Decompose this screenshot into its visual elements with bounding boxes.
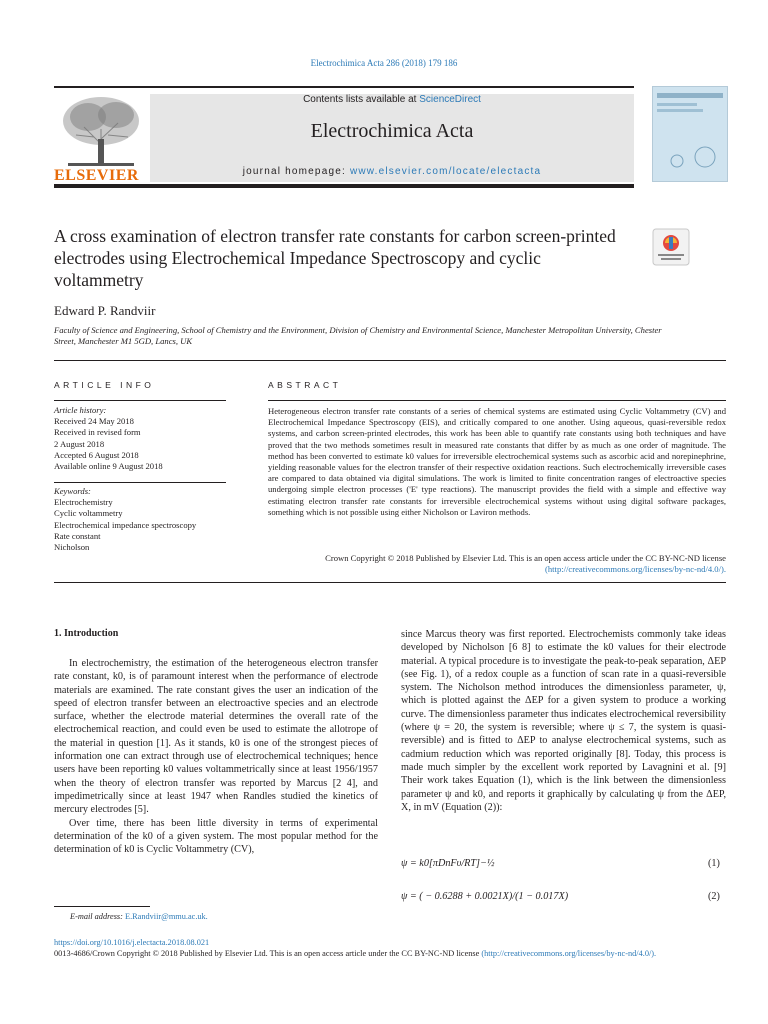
footnote-divider: [54, 906, 150, 907]
article-info-heading: ARTICLE INFO: [54, 380, 155, 390]
paragraph: since Marcus theory was first reported. Electrochemists commonly take ideas developed by Nicholson [6 8] to estimate the k0 values for their electrode material. A typical procedure is to investigate the peak-to-peak separation, ΔEP (see Fig. 1), of a redox couple as a function of scan rate in a quasi-reversible system. The Nicholson method introduces the dimensionless parameter, ψ, which is plotted against the ΔEP for a given system to produce a working curve. The dimensionless parameter thus indicates electrochemical reversibility (where ψ = 20, the system is reversible; where ψ ≤ 7, the system is quasi-reversible) and is fitted to ΔEP to analyse electrochemical systems, such as cadmium reduction which was reported originally [8]. Today, this process is made much simpler by the excellent work reported by Lavagnini et al. [9] Their work takes Equation (1), which is the link between the dimensionless parameter ψ and k0, and reports it graphically by calculating ψ from the ΔEP, X, in mV (Equation (2)):: [401, 629, 726, 813]
keyword: Electrochemistry: [54, 497, 113, 508]
crossmark-icon: [652, 228, 690, 266]
elsevier-wordmark: ELSEVIER: [54, 167, 139, 184]
footnote-email: [70, 912, 208, 921]
equation-1: ψ = k0[πDnFυ/RT]−½: [401, 858, 495, 869]
keywords-label: Keywords:: [54, 486, 91, 496]
issn-license-link[interactable]: (http://creativecommons.org/licenses/by-nc-nd/4.0/).: [481, 949, 657, 958]
sciencedirect-link[interactable]: ScienceDirect: [419, 94, 481, 105]
equation-1-number: (1): [708, 858, 720, 869]
keyword: Cyclic voltammetry: [54, 508, 123, 519]
abstract-copyright: [268, 553, 726, 575]
email-link[interactable]: E.Randviir@mmu.ac.uk.: [125, 912, 208, 921]
contents-line: [150, 94, 634, 105]
check-for-updates-badge[interactable]: [652, 228, 690, 266]
journal-cover-image: [652, 86, 728, 182]
abstract-text: Heterogeneous electron transfer rate constants of a series of chemical systems are estimated using Cyclic Voltammetry (CV) and Electrochemical Impedance Spectroscopy (EIS), and critically compared to one another. Using aqueous, quasi-reversible redox systems, and carbon screen-printed electrodes, this work has been able to quantify rate constants using both techniques and have proved that the two methods sometimes result in measured rate constants that differ by as much as one order of magnitude. The method has been converted to estimate k0 values for irreversible electrochemical systems such as ascorbic acid and norepinephrine, yielding reasonable values for the electron transfer of their respective oxidation reactions. Such electrochemically irreversible cases are compared to data obtained via digital simulations. The work is limited to finite concentration ranges of electroactive species undergoing simple electron processes ('E' type reactions). The manuscript provides the field with a simple and effective way estimating electron transfer rate constants for irreversible electrochemical systems without using digital software packages, something which is not possible using either Nicholson or Laviron methods.: [268, 406, 726, 517]
paragraph: In electrochemistry, the estimation of the heterogeneous electron transfer rate constant, k0, is of paramount interest when the performance of electrode materials are examined. The rate constant gives the user an indication of the speed of electron transfer between an electroactive species and an electrode surface, whether the electrode material determines the overall rate of the electrochemical reaction, and could even be used to estimate the allotrope of the material in question [1]. As it stands, k0 is one of the strongest pieces of information one can extract through use of electrochemical techniques; hence users have been reporting k0 values voltammetrically since at least 1956/1957 when the theory of electron transfer was reported by Marcus [2 4], and impedimetrically since at least 1947 when Randles studied the kinetics of mercury electrodes [5].: [54, 658, 378, 816]
divider: [54, 400, 226, 401]
email-label: E-mail address:: [70, 912, 125, 921]
author-name: Edward P. Randviir: [54, 303, 156, 318]
history-item: Available online 9 August 2018: [54, 461, 163, 472]
left-column: [54, 657, 378, 856]
author-affiliation: Faculty of Science and Engineering, School of Chemistry and the Environment, Division of Chemistry and Environmental Science, Manchester Metropolitan University, Chester Street, Manchester M1 5GD, Lancs, UK: [54, 325, 662, 346]
divider: [268, 400, 726, 401]
header-top-rule: [54, 86, 634, 88]
keyword: Electrochemical impedance spectroscopy: [54, 519, 197, 530]
equation-2-number: (2): [708, 891, 720, 902]
license-link[interactable]: (http://creativecommons.org/licenses/by-nc-nd/4.0/).: [545, 564, 726, 575]
homepage-link[interactable]: www.elsevier.com/locate/electacta: [349, 166, 542, 177]
journal-homepage-line: [150, 166, 634, 177]
keyword: Nicholson: [54, 542, 90, 553]
issn-copyright: [54, 948, 726, 959]
article-title: A cross examination of electron transfer rate constants for carbon screen-printed electrodes using Electrochemical Impedance Spectroscopy and cyclic voltammetry: [54, 226, 616, 290]
divider: [54, 582, 726, 583]
keywords: [54, 486, 226, 553]
history-item: Received in revised form: [54, 427, 141, 438]
header-bottom-rule: [54, 184, 634, 188]
citation-line[interactable]: Electrochimica Acta 286 (2018) 179 186: [310, 58, 458, 68]
history-item: 2 August 2018: [54, 438, 105, 449]
divider: [54, 360, 726, 361]
abstract-heading: ABSTRACT: [268, 380, 342, 390]
paragraph: Over time, there has been little diversity in terms of experimental determination of the k0 of a given system. The most popular method for the determination of k0 is Cyclic Voltammetry (CV),: [54, 817, 378, 856]
homepage-prefix: journal homepage:: [242, 166, 350, 177]
right-column: [401, 628, 726, 814]
keyword: Rate constant: [54, 530, 101, 541]
equation-2: ψ = ( − 0.6288 + 0.0021X)/(1 − 0.017X): [401, 891, 569, 902]
journal-name: Electrochimica Acta: [310, 120, 474, 142]
article-history: [54, 405, 226, 472]
doi-link[interactable]: https://doi.org/10.1016/j.electacta.2018.08.021: [54, 938, 210, 947]
section-heading-introduction: 1. Introduction: [54, 628, 119, 639]
divider: [54, 482, 226, 483]
contents-prefix: Contents lists available at: [303, 94, 420, 105]
history-label: Article history:: [54, 405, 107, 415]
history-item: Received 24 May 2018: [54, 416, 134, 427]
copyright-text: Crown Copyright © 2018 Published by Elsevier Ltd. This is an open access article under the CC BY-NC-ND license: [325, 553, 726, 563]
issn-text: 0013-4686/Crown Copyright © 2018 Published by Elsevier Ltd. This is an open access article under the CC BY-NC-ND license: [54, 949, 480, 958]
history-item: Accepted 6 August 2018: [54, 449, 139, 460]
